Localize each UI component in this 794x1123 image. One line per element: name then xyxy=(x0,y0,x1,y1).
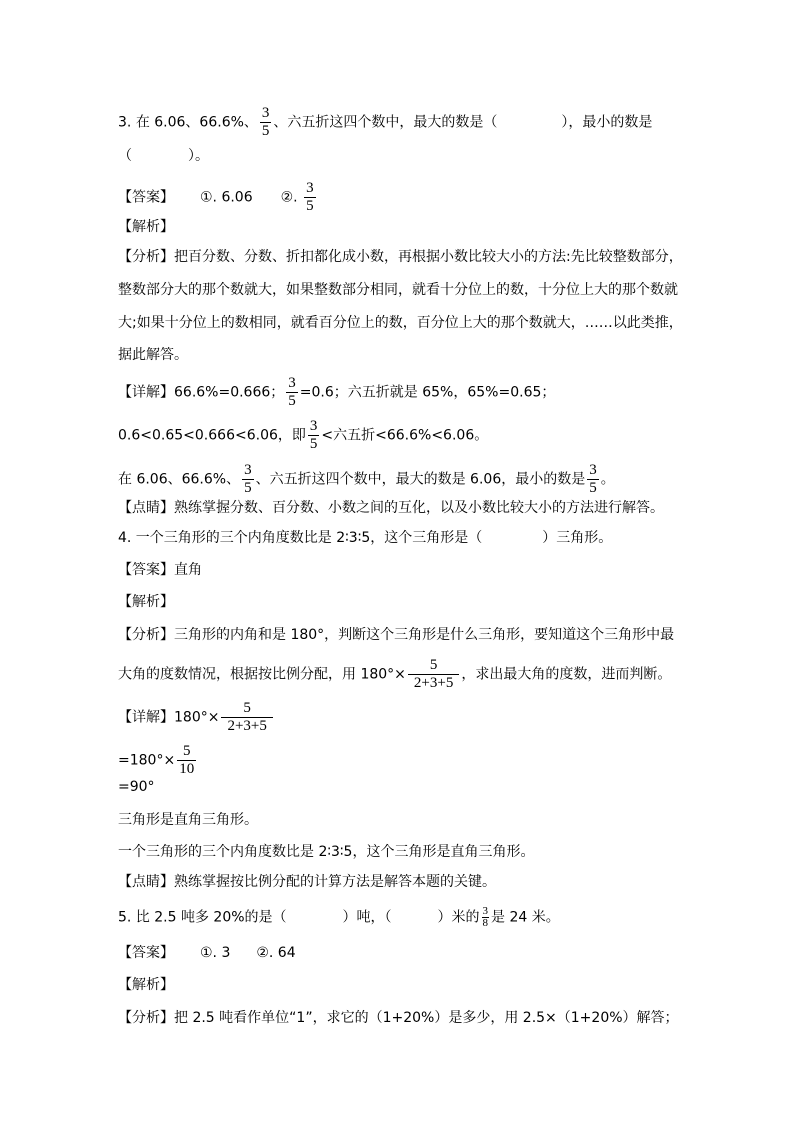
q3-analysis-line2: 整数部分大的那个数就大，如果整数部分相同，就看十分位上的数，十分位上大的那个数就 xyxy=(118,282,678,298)
fraction: $\frac{3}{5}$ xyxy=(244,462,252,496)
fraction: $\frac{5}{2+3+5}$ xyxy=(221,700,272,735)
q5-analysis: 【分析】把 2.5 吨看作单位“1”，求它的（1+20%）是多少，用 2.5×（1+20%）解答； xyxy=(118,1010,679,1026)
q3-detail-line3: 在 6.06、66.6%、 $\frac{3}{5}$ 、六五折这四个数中，最大的数是 6.06，最小的数是 $\frac{3}{5}$ 。 xyxy=(118,462,615,496)
q3-detail-line1: 【详解】66.6%=0.666； $\frac{3}{5}$ =0.6；六五折就是 65%，65%=0.65； xyxy=(118,375,556,409)
q4-analysis-line1: 【分析】三角形的内角和是 180°，判断这个三角形是什么三角形，要知道这个三角形中最 xyxy=(118,627,675,643)
q5-question: 5. 比 2.5 吨多 20%的是（ ）吨，（ ）米的 $\frac{3}{8}$ 是 24 米。 xyxy=(118,905,560,929)
q3-key-point: 【点睛】熟练掌握分数、百分数、小数之间的互化，以及小数比较大小的方法进行解答。 xyxy=(118,500,664,516)
q4-detail-line3: =90° xyxy=(118,779,155,795)
q3-answer: 【答案】 ①. 6.06 ②. $\frac{3}{5}$ xyxy=(118,180,314,214)
q3-detail-line2: 0.6<0.65<0.666<6.06，即 $\frac{3}{5}$ <六五折<66.6%<6.06。 xyxy=(118,418,489,452)
fraction: $\frac{3}{8}$ xyxy=(482,905,489,929)
q4-answer: 【答案】直角 xyxy=(118,562,202,578)
fraction: $\frac{3}{5}$ xyxy=(309,418,318,452)
q4-conclusion2: 一个三角形的三个内角度数比是 2∶3∶5，这个三角形是直角三角形。 xyxy=(118,844,535,860)
q3-question-line: 3. 在 6.06、66.6%、 $\frac{3}{5}$ 、六五折这四个数中，最大的数是（ ），最小的数是 xyxy=(118,105,653,139)
fraction: $\frac{3}{5}$ xyxy=(306,180,314,214)
fraction: $\frac{3}{5}$ xyxy=(288,375,296,409)
q4-detail-line1: 【详解】180°× $\frac{5}{2+3+5}$ xyxy=(118,700,275,735)
fraction: $\frac{3}{5}$ xyxy=(589,462,597,496)
q4-jiexi-heading: 【解析】 xyxy=(118,594,174,610)
q3-analysis-line1: 【分析】把百分数、分数、折扣都化成小数，再根据小数比较大小的方法:先比较整数部分， xyxy=(118,249,683,265)
q3-question-line2: （ ）。 xyxy=(118,148,209,164)
q3-jiexi-heading: 【解析】 xyxy=(118,219,174,235)
q3-analysis-line4: 据此解答。 xyxy=(118,347,188,363)
q5-answer: 【答案】 ①. 3 ②. 64 xyxy=(118,945,296,961)
q4-detail-line2: =180°× $\frac{5}{10}$ xyxy=(118,743,195,777)
fraction: $\frac{5}{10}$ xyxy=(179,743,195,777)
q4-question: 4. 一个三角形的三个内角度数比是 2∶3∶5，这个三角形是（ ）三角形。 xyxy=(118,530,613,546)
q4-key-point: 【点睛】熟练掌握按比例分配的计算方法是解答本题的关键。 xyxy=(118,874,496,890)
q5-jiexi-heading: 【解析】 xyxy=(118,977,174,993)
fraction: $\frac{3}{5}$ xyxy=(261,105,270,139)
q3-analysis-line3: 大;如果十分位上的数相同，就看百分位上的数，百分位上大的那个数就大，……以此类推， xyxy=(118,315,683,331)
q4-conclusion1: 三角形是直角三角形。 xyxy=(118,812,258,828)
q4-analysis-line2: 大角的度数情况，根据按比例分配，用 180°× $\frac{5}{2+3+5}$ ，求出最大角的度数，进而判断。 xyxy=(118,657,672,691)
fraction: $\frac{5}{2+3+5}$ xyxy=(408,657,459,692)
